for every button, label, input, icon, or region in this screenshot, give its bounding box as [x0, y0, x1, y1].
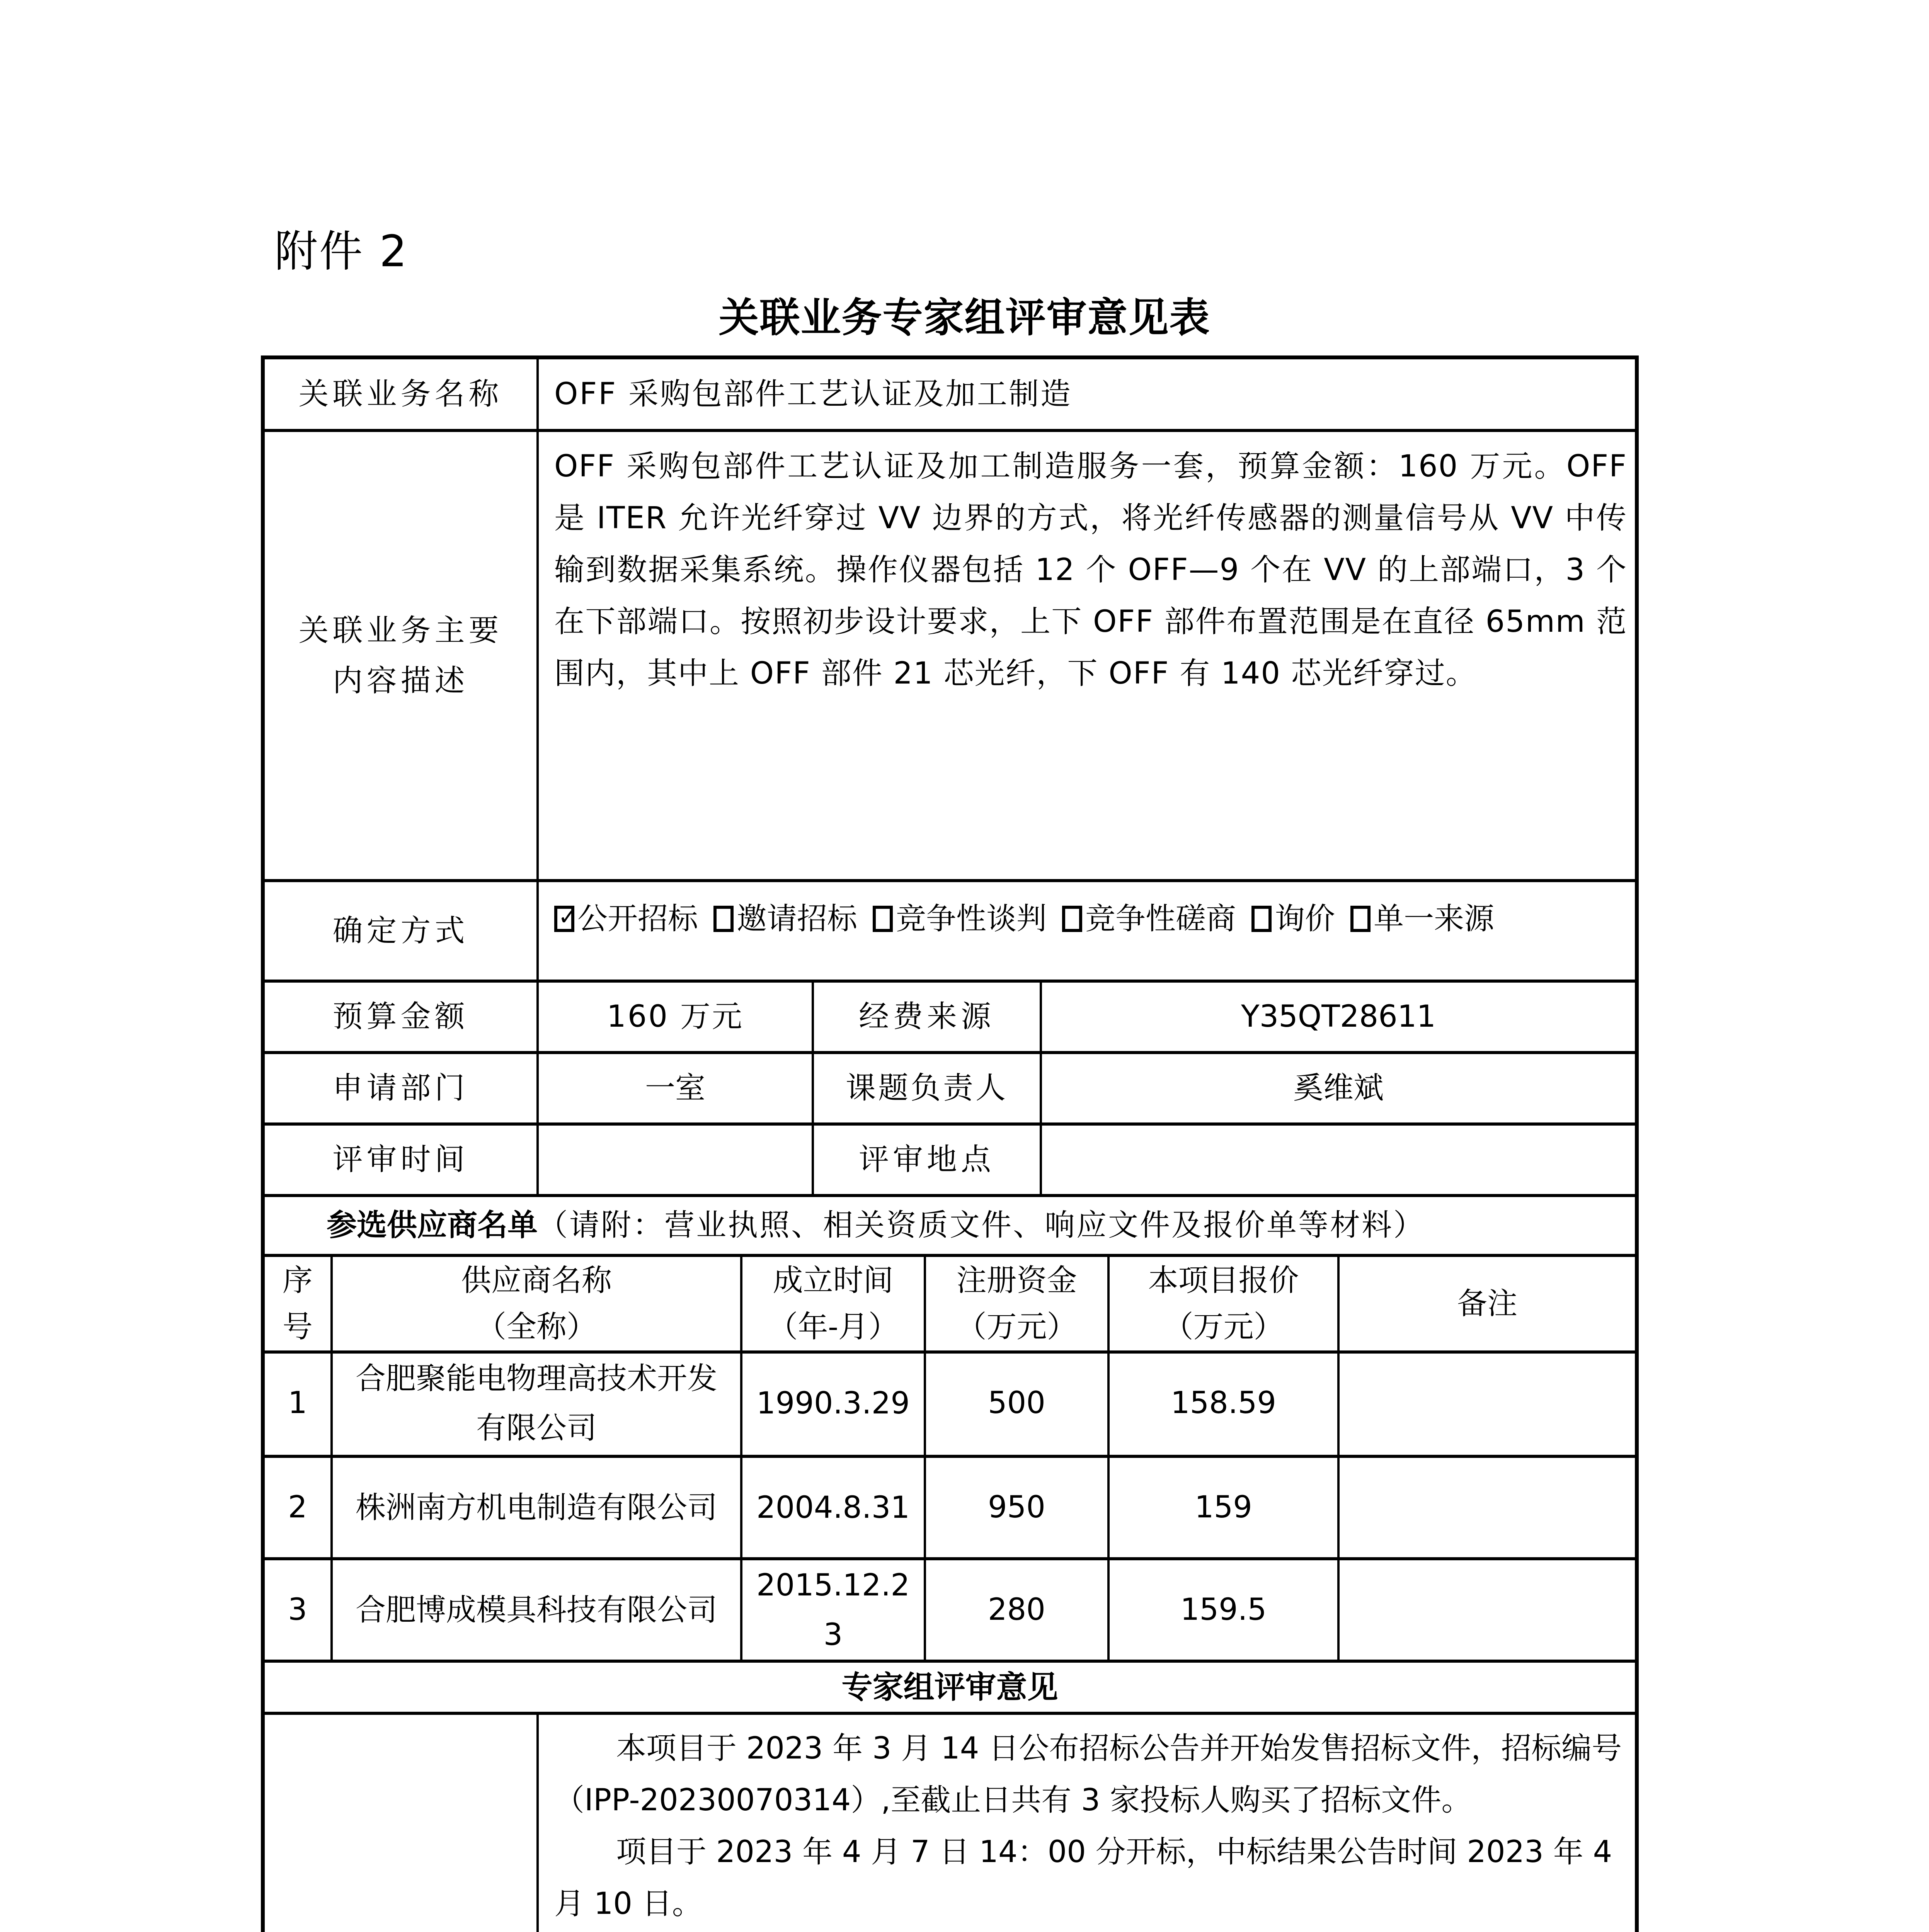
business-description-label: [265, 432, 536, 879]
checkbox-checked-icon[interactable]: [554, 906, 574, 932]
procurement-option-label: 单一来源: [1374, 901, 1495, 936]
supplier-header-line1: 本项目报价: [1148, 1263, 1299, 1298]
business-description-text: OFF 采购包部件工艺认证及加工制造服务一套，预算金额：160 万元。OFF 是 ITER 允许光纤穿过 VV 边界的方式，将光纤传感器的测量信号从 VV 中传输到数据采集系统。操作仪器包括 12 个 OFF—9 个在 VV 的上部端口，3 个在下部端口。按照初步设计要求，上下 OFF 部件布置范围是在直径 65mm 范围内，其中上 OFF 部件 21 芯光纤，下 OFF 有 140 芯光纤穿过。: [554, 449, 1627, 691]
supplier-header-cell: [265, 1257, 330, 1350]
procurement-option[interactable]: [1251, 894, 1335, 944]
checkbox-unchecked-icon[interactable]: [713, 906, 734, 932]
supplier-list-title: [265, 1197, 1635, 1254]
supplier-header-line1: 成立时间: [773, 1263, 894, 1298]
description-label-line2: 内容描述: [332, 663, 469, 698]
checkbox-unchecked-icon[interactable]: [873, 906, 893, 932]
procurement-option[interactable]: [1350, 894, 1494, 944]
procurement-option-label: 公开招标: [577, 901, 698, 936]
supplier-remark-cell: [1340, 1354, 1635, 1453]
project-leader-value: 奚维斌: [1293, 1071, 1384, 1106]
row-divider: [265, 980, 1635, 983]
supplier-header-line1: 注册资金: [956, 1263, 1077, 1298]
business-name-label: 关联业务名称: [298, 376, 503, 412]
row-divider: [265, 429, 1635, 432]
supplier-header-cell: [1340, 1257, 1635, 1350]
procurement-option[interactable]: [873, 894, 1047, 944]
row-divider: [265, 1712, 1635, 1715]
procurement-option-label: 邀请招标: [737, 901, 858, 936]
row-divider: [265, 1051, 1635, 1054]
row-divider: [265, 1194, 1635, 1197]
supplier-list-title-main: 参选供应商名单: [327, 1208, 538, 1243]
supplier-name-cell: 合肥聚能电物理高技术开发有限公司: [355, 1361, 717, 1446]
attachment-label: 附件 2: [274, 226, 409, 277]
form-title: 关联业务专家组评审意见表: [718, 294, 1211, 341]
supplier-header-cell: [742, 1257, 924, 1350]
budget-label: 预算金额: [332, 999, 469, 1034]
supplier-header-line1: 供应商名称: [461, 1263, 612, 1298]
procurement-option[interactable]: [1062, 894, 1236, 944]
procurement-option-label: 竞争性谈判: [896, 901, 1047, 936]
supplier-remark-cell: [1340, 1560, 1635, 1660]
fund-source-value: Y35QT28611: [1241, 999, 1436, 1034]
row-divider: [265, 1557, 1635, 1560]
supplier-founded-cell: 2015.12.23: [756, 1568, 910, 1652]
row-divider: [265, 1254, 1635, 1257]
supplier-capital-cell: 280: [988, 1592, 1045, 1628]
review-record-paragraph: 项目于 2023 年 4 月 7 日 14：00 分开标，中标结果公告时间 2023 年 4 月 10 日。: [554, 1835, 1612, 1921]
row-divider: [265, 879, 1635, 882]
supplier-header-line2: （年-月）: [768, 1310, 899, 1344]
budget-value: 160 万元: [607, 999, 744, 1034]
procurement-method-options: [539, 882, 1635, 980]
supplier-header-cell: [333, 1257, 740, 1350]
supplier-header-line2: （全称）: [476, 1310, 597, 1344]
department-label: 申请部门: [332, 1071, 469, 1106]
supplier-remark-cell: [1340, 1458, 1635, 1557]
review-time-value: [539, 1126, 812, 1194]
review-place-value: [1042, 1126, 1635, 1194]
supplier-header-line2: （万元）: [956, 1310, 1077, 1344]
supplier-no-cell: 3: [288, 1592, 307, 1628]
supplier-name-cell: 株洲南方机电制造有限公司: [355, 1490, 717, 1525]
expert-opinion-title: 专家组评审意见: [841, 1669, 1058, 1705]
supplier-header-line2: （万元）: [1163, 1310, 1284, 1344]
procurement-option[interactable]: [713, 894, 857, 944]
supplier-header-cell: [1110, 1257, 1337, 1350]
review-place-label: 评审地点: [858, 1142, 995, 1177]
supplier-quote-cell: 159: [1195, 1490, 1252, 1525]
procurement-method-label: 确定方式: [332, 913, 469, 948]
fund-source-label: 经费来源: [858, 999, 995, 1034]
supplier-header-line2: 号: [282, 1310, 313, 1344]
checkbox-unchecked-icon[interactable]: [1350, 906, 1371, 932]
checkbox-unchecked-icon[interactable]: [1062, 906, 1082, 932]
procurement-option[interactable]: [554, 894, 698, 944]
review-record-paragraph: 本项目于 2023 年 3 月 14 日公布招标公告并开始发售招标文件，招标编号（IPP-20230070314）,至截止日共有 3 家投标人购买了招标文件。: [554, 1731, 1622, 1818]
project-leader-label: 课题负责人: [845, 1071, 1008, 1106]
supplier-no-cell: 1: [288, 1386, 307, 1421]
procurement-option-label: 询价: [1275, 901, 1335, 936]
supplier-capital-cell: 500: [988, 1386, 1045, 1421]
description-label-line1: 关联业务主要: [298, 613, 503, 648]
business-name-value: OFF 采购包部件工艺认证及加工制造: [554, 376, 1072, 412]
supplier-header-line1: 序: [282, 1263, 313, 1298]
supplier-list-title-note: （请附：营业执照、相关资质文件、响应文件及报价单等材料）: [538, 1208, 1425, 1243]
review-form-table: [261, 355, 1639, 1932]
review-record-label: [265, 1715, 536, 1932]
supplier-no-cell: 2: [288, 1490, 307, 1525]
row-divider: [265, 1350, 1635, 1354]
supplier-header-cell: [926, 1257, 1107, 1350]
procurement-option-label: 竞争性磋商: [1085, 901, 1236, 936]
supplier-header-line1: 备注: [1457, 1286, 1517, 1321]
supplier-capital-cell: 950: [988, 1490, 1045, 1525]
supplier-founded-cell: 1990.3.29: [756, 1386, 910, 1421]
review-record-content: [539, 1715, 1635, 1932]
supplier-quote-cell: 158.59: [1171, 1386, 1276, 1421]
review-time-label: 评审时间: [332, 1142, 469, 1177]
supplier-founded-cell: 2004.8.31: [756, 1490, 910, 1525]
supplier-quote-cell: 159.5: [1180, 1592, 1267, 1628]
department-value: 一室: [645, 1071, 705, 1106]
row-divider: [265, 1455, 1635, 1458]
row-divider: [265, 1122, 1635, 1126]
supplier-name-cell: 合肥博成模具科技有限公司: [355, 1592, 717, 1628]
checkbox-unchecked-icon[interactable]: [1251, 906, 1272, 932]
